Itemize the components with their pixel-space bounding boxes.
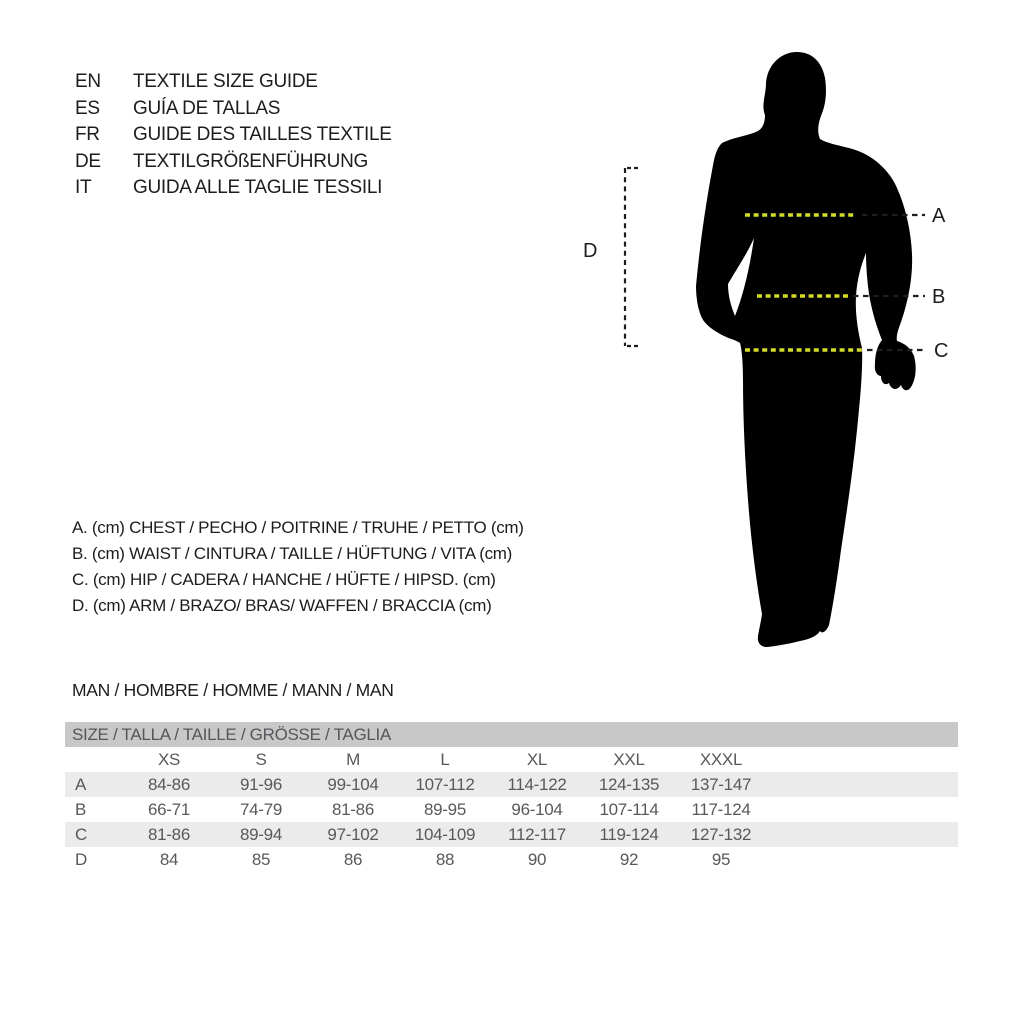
- size-column-header: L: [440, 749, 450, 769]
- language-row-it: [75, 175, 392, 202]
- table-cell: 107-114: [599, 799, 659, 819]
- guide-title: TEXTILE SIZE GUIDE: [133, 71, 318, 92]
- table-cell: 90: [527, 849, 547, 869]
- row-label: A: [75, 774, 87, 794]
- table-cell: 89-94: [240, 824, 282, 844]
- table-cell: 127-132: [690, 824, 752, 844]
- measurement-legend: [72, 515, 524, 619]
- legend-hip: C. (cm) HIP / CADERA / HANCHE / HÜFTE / HIPSD. (cm): [72, 569, 496, 589]
- table-cell: 86: [343, 849, 363, 869]
- man-silhouette-diagram: [560, 40, 1024, 660]
- arm-label: D: [583, 240, 598, 262]
- size-column-header: XXXL: [699, 749, 743, 769]
- guide-title: GUIDA ALLE TAGLIE TESSILI: [133, 177, 383, 199]
- language-row-es: [75, 96, 392, 123]
- language-title-block: [75, 69, 392, 202]
- language-code: ES: [75, 97, 100, 119]
- legend-chest: A. (cm) CHEST / PECHO / POITRINE / TRUHE / PETTO (cm): [72, 518, 524, 537]
- language-code: DE: [75, 150, 101, 172]
- size-table-sizes-row: [65, 747, 958, 772]
- row-label: B: [75, 799, 87, 819]
- language-row-fr: [75, 122, 392, 149]
- table-cell: 89-95: [424, 799, 466, 819]
- guide-title: GUÍA DE TALLAS: [133, 97, 281, 119]
- table-cell: 114-122: [507, 774, 567, 794]
- language-row-de: [75, 149, 392, 176]
- table-cell: 104-109: [414, 824, 476, 844]
- size-table-header: SIZE / TALLA / TAILLE / GRÖSSE / TAGLIA: [65, 722, 958, 747]
- table-cell: 137-147: [690, 774, 752, 794]
- table-cell: 84-86: [148, 774, 190, 794]
- table-cell: 112-117: [508, 824, 566, 844]
- guide-title: TEXTILGRÖßENFÜHRUNG: [133, 150, 368, 172]
- table-cell: 119-124: [599, 824, 659, 844]
- table-cell: 95: [711, 849, 731, 869]
- size-table: [65, 722, 958, 872]
- table-cell: 84: [159, 849, 179, 869]
- table-cell: 88: [435, 849, 455, 869]
- language-row-en: [75, 69, 392, 96]
- table-row-waist: [65, 797, 958, 822]
- table-row-hip: [65, 822, 958, 847]
- table-cell: 91-96: [240, 774, 282, 794]
- table-cell: 92: [619, 849, 639, 869]
- hip-label: C: [934, 340, 949, 362]
- table-cell: 74-79: [240, 799, 282, 819]
- size-column-header: XS: [157, 749, 181, 769]
- legend-waist: B. (cm) WAIST / CINTURA / TAILLE / HÜFTUNG / VITA (cm): [72, 543, 512, 563]
- table-cell: 96-104: [511, 799, 563, 819]
- table-cell: 124-135: [598, 774, 660, 794]
- waist-label: B: [932, 286, 946, 308]
- table-cell: 97-102: [327, 824, 379, 844]
- chest-label: A: [932, 205, 946, 227]
- size-column-header: S: [255, 749, 267, 769]
- guide-title: GUIDE DES TAILLES TEXTILE: [133, 124, 392, 146]
- size-column-header: XL: [526, 749, 548, 769]
- table-cell: 66-71: [148, 799, 190, 819]
- legend-arm: D. (cm) ARM / BRAZO/ BRAS/ WAFFEN / BRACCIA (cm): [72, 595, 492, 615]
- row-label: D: [75, 849, 87, 869]
- table-row-arm: [65, 847, 958, 872]
- table-cell: 117-124: [691, 799, 751, 819]
- language-code: FR: [75, 124, 100, 146]
- table-cell: 81-86: [332, 799, 374, 819]
- table-cell: 81-86: [148, 824, 190, 844]
- section-title-man: MAN / HOMBRE / HOMME / MANN / MAN: [72, 680, 394, 700]
- table-cell: 107-112: [415, 774, 475, 794]
- table-cell: 99-104: [327, 774, 379, 794]
- size-column-header: XXL: [613, 749, 645, 769]
- table-row-chest: [65, 772, 958, 797]
- size-column-header: M: [346, 749, 360, 769]
- language-code: IT: [75, 177, 92, 199]
- language-code: EN: [75, 71, 101, 92]
- row-label: C: [75, 824, 87, 844]
- table-cell: 85: [251, 849, 271, 869]
- measurement-figure: [560, 40, 1024, 660]
